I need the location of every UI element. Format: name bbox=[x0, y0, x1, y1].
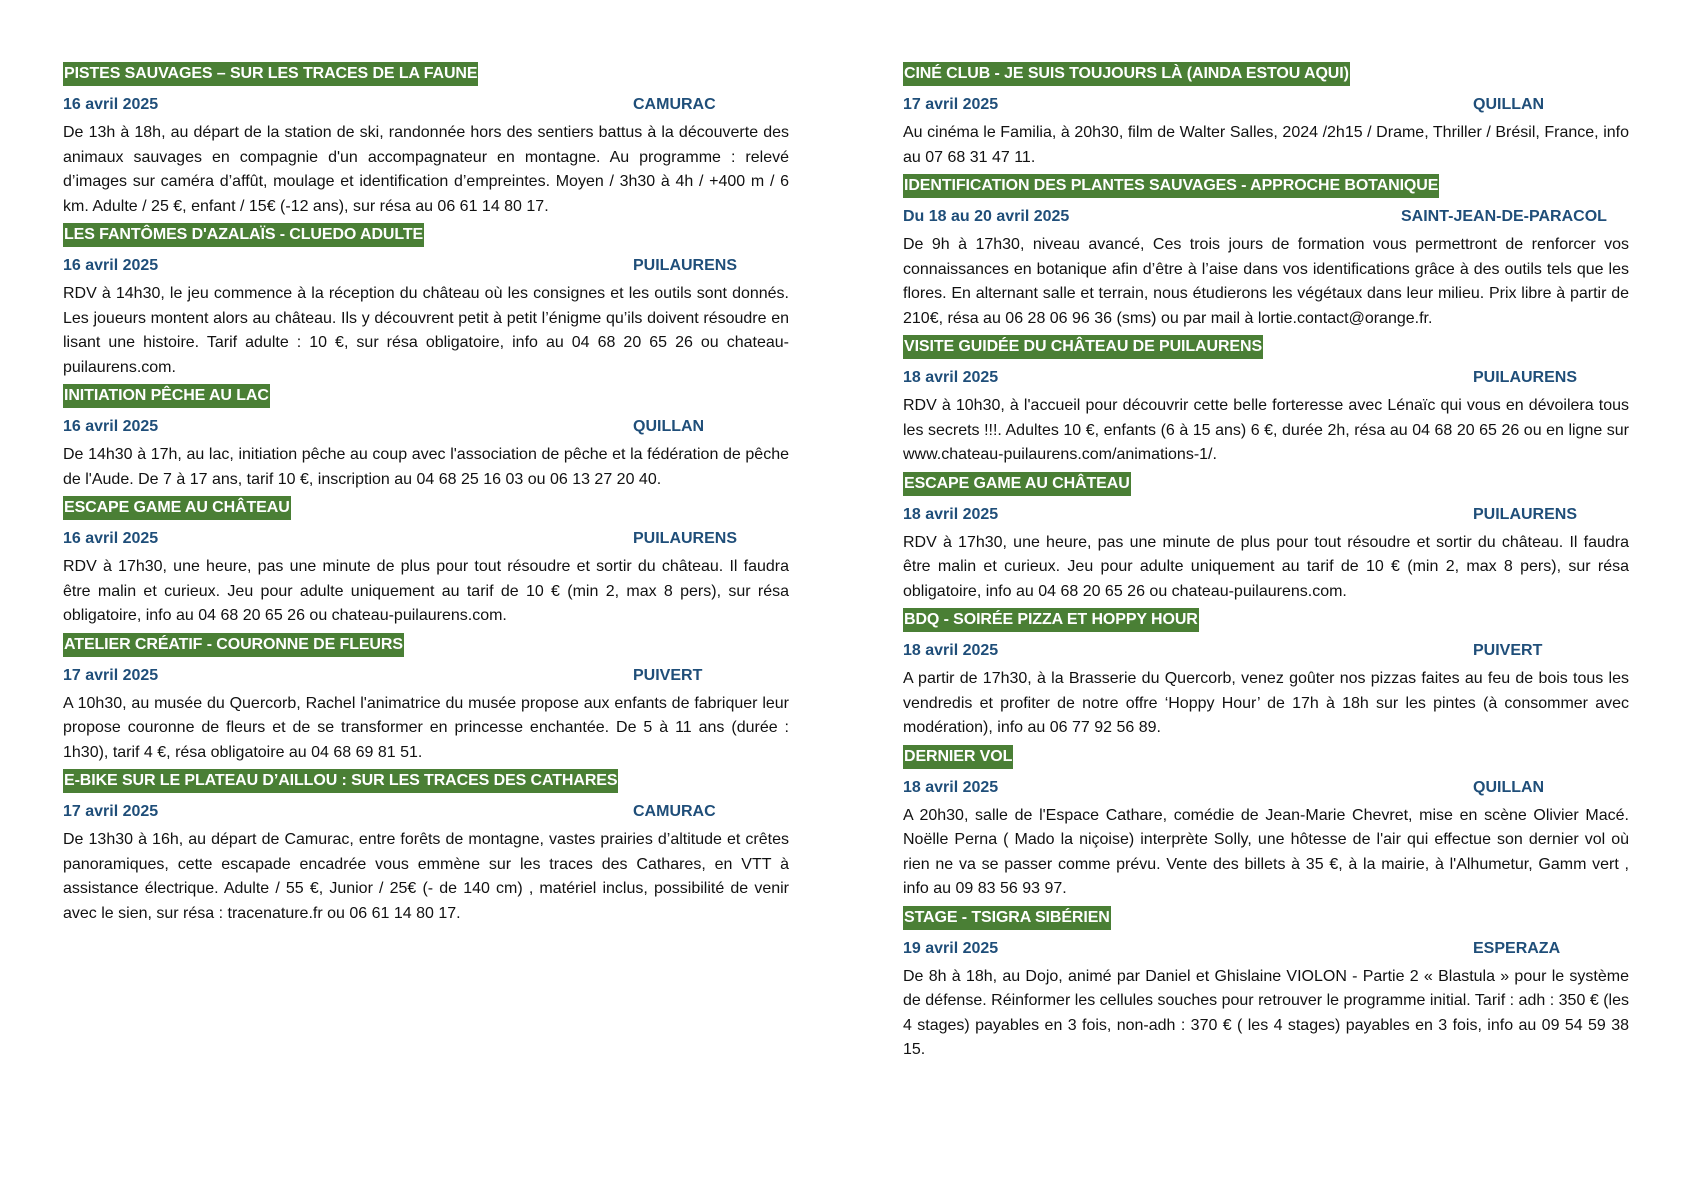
event-meta bbox=[63, 256, 789, 276]
event-meta bbox=[903, 641, 1629, 661]
event-entry bbox=[903, 745, 1629, 902]
event-title: CINÉ CLUB - JE SUIS TOUJOURS LÀ (AINDA ESTOU AQUI) bbox=[903, 62, 1350, 86]
event-location: QUILLAN bbox=[633, 418, 705, 435]
event-date: 18 avril 2025 bbox=[903, 642, 999, 659]
event-meta bbox=[903, 939, 1629, 959]
event-location: QUILLAN bbox=[1473, 778, 1545, 796]
event-date: 16 avril 2025 bbox=[63, 530, 159, 547]
event-location: PUILAURENS bbox=[1473, 369, 1578, 386]
event-description: A partir de 17h30, à la Brasserie du Quercorb, venez goûter nos pizzas faites au feu de bois tous les vendredis et profiter de notre offre ‘Hoppy Hour’ de 17h à 18h sur les pintes (à consommer avec modération), info au 06 77 92 56 89. bbox=[903, 670, 1629, 736]
event-description: De 13h à 18h, au départ de la station de ski, randonnée hors des sentiers battus à la découverte des animaux sauvages en compagnie d'un accompagnateur en montagne. Au programme : relevé d’images sur caméra d’affût, moulage et identification d’empreintes. Moyen / 3h30 à 4h / +400 m / 6 km. Adulte / 25 €, enfant / 15€ (-12 ans), sur résa au 06 61 14 80 17. bbox=[63, 124, 789, 215]
event-entry bbox=[63, 384, 789, 492]
event-location: PUILAURENS bbox=[633, 257, 738, 274]
event-date: 18 avril 2025 bbox=[903, 369, 999, 386]
event-description: De 9h à 17h30, niveau avancé, Ces trois jours de formation vous permettront de renforcer vos connaissances en botanique afin d’être à l’aise dans vos identifications grâce à des outils tels que les flores. En alternant salle et terrain, nous étudierons les végétaux dans leur milieu. Prix libre à partir de 210€, résa au 06 28 06 96 36 (sms) ou par mail à lortie.contact@orange.fr. bbox=[903, 236, 1629, 327]
event-description: RDV à 14h30, le jeu commence à la réception du château où les consignes et les outils sont donnés. Les joueurs montent alors au château. Ils y découvrent petit à petit l’énigme qu’ils doivent résoudre en lisant une histoire. Tarif adulte : 10 €, sur résa obligatoire, info au 04 68 20 65 26 ou chateau-puilaurens.com. bbox=[63, 285, 789, 376]
event-location: ESPERAZA bbox=[1473, 939, 1561, 957]
event-description: De 14h30 à 17h, au lac, initiation pêche au coup avec l'association de pêche et la fédération de pêche de l'Aude. De 7 à 17 ans, tarif 10 €, inscription au 04 68 25 16 03 ou 06 13 27 20 40. bbox=[63, 446, 789, 488]
event-entry bbox=[903, 608, 1629, 741]
event-title: ESCAPE GAME AU CHÂTEAU bbox=[903, 472, 1131, 496]
event-title: VISITE GUIDÉE DU CHÂTEAU DE PUILAURENS bbox=[903, 335, 1263, 359]
event-date: 18 avril 2025 bbox=[903, 778, 999, 796]
event-title: ESCAPE GAME AU CHÂTEAU bbox=[63, 496, 291, 520]
event-title: IDENTIFICATION DES PLANTES SAUVAGES - APPROCHE BOTANIQUE bbox=[903, 174, 1439, 198]
left-column bbox=[63, 62, 789, 930]
event-entry bbox=[63, 62, 789, 219]
event-meta bbox=[903, 95, 1629, 115]
event-meta bbox=[903, 368, 1629, 388]
event-date: 16 avril 2025 bbox=[63, 257, 159, 274]
event-entry bbox=[903, 472, 1629, 605]
event-meta bbox=[63, 417, 789, 437]
event-title: BDQ - SOIRÉE PIZZA ET HOPPY HOUR bbox=[903, 608, 1199, 632]
event-meta bbox=[63, 95, 789, 115]
event-entry bbox=[63, 496, 789, 629]
event-meta bbox=[903, 778, 1629, 798]
event-location: PUILAURENS bbox=[633, 530, 738, 547]
event-location: CAMURAC bbox=[633, 96, 716, 113]
event-date: Du 18 au 20 avril 2025 bbox=[903, 208, 1070, 225]
event-date: 16 avril 2025 bbox=[63, 96, 159, 113]
event-meta bbox=[63, 529, 789, 549]
event-date: 17 avril 2025 bbox=[63, 803, 159, 820]
event-meta bbox=[63, 802, 789, 822]
event-date: 17 avril 2025 bbox=[63, 666, 159, 684]
event-description: Au cinéma le Familia, à 20h30, film de Walter Salles, 2024 /2h15 / Drame, Thriller / Brésil, France, info au 07 68 31 47 11. bbox=[903, 124, 1629, 166]
event-location: PUIVERT bbox=[1473, 642, 1543, 659]
event-description: De 8h à 18h, au Dojo, animé par Daniel et Ghislaine VIOLON - Partie 2 « Blastula » pour le système de défense. Réinformer les cellules souches pour retrouver le programme initial. Tarif : adh : 350 € (les 4 stages) payables en 3 fois, non-adh : 370 € ( les 4 stages) payables en 3 fois, info au 09 54 59 38 15. bbox=[903, 967, 1629, 1058]
event-entry bbox=[63, 223, 789, 380]
event-title: LES FANTÔMES D'AZALAÏS - CLUEDO ADULTE bbox=[63, 223, 424, 247]
event-meta bbox=[903, 207, 1629, 227]
event-title: STAGE - TSIGRA SIBÉRIEN bbox=[903, 906, 1111, 930]
event-description: De 13h30 à 16h, au départ de Camurac, entre forêts de montagne, vastes prairies d’altitude et crêtes panoramiques, cette escapade encadrée vous emmène sur les traces des Cathares, en VTT à assistance électrique. Adulte / 55 €, Junior / 25€ (- de 140 cm) , matériel inclus, possibilité de venir avec le sien, sur résa : tracenature.fr ou 06 61 14 80 17. bbox=[63, 831, 789, 922]
event-title: PISTES SAUVAGES – SUR LES TRACES DE LA FAUNE bbox=[63, 62, 478, 86]
event-title: ATELIER CRÉATIF - COURONNE DE FLEURS bbox=[63, 633, 404, 657]
event-location: SAINT-JEAN-DE-PARACOL bbox=[1401, 208, 1607, 225]
event-entry bbox=[903, 62, 1629, 170]
event-description: RDV à 10h30, à l'accueil pour découvrir cette belle forteresse avec Lénaïc qui vous en dévoilera tous les secrets !!!. Adultes 10 €, enfants (6 à 15 ans) 6 €, durée 2h, résa au 04 68 20 65 26 ou en ligne sur www.chateau-puilaurens.com/animations-1/. bbox=[903, 397, 1629, 463]
event-entry bbox=[903, 174, 1629, 331]
event-description: RDV à 17h30, une heure, pas une minute de plus pour tout résoudre et sortir du château. Il faudra être malin et curieux. Jeu pour adulte uniquement au tarif de 10 € (min 2, max 8 pers), sur résa obligatoire, info au 04 68 20 65 26 ou chateau-puilaurens.com. bbox=[903, 533, 1629, 600]
event-location: PUILAURENS bbox=[1473, 505, 1578, 523]
event-location: QUILLAN bbox=[1473, 96, 1545, 113]
event-meta bbox=[63, 666, 789, 686]
event-title: DERNIER VOL bbox=[903, 745, 1013, 769]
event-meta bbox=[903, 505, 1629, 525]
event-entry bbox=[903, 335, 1629, 468]
event-location: PUIVERT bbox=[633, 666, 703, 684]
event-date: 19 avril 2025 bbox=[903, 939, 999, 957]
event-entry bbox=[63, 633, 789, 766]
event-date: 18 avril 2025 bbox=[903, 505, 999, 523]
event-date: 17 avril 2025 bbox=[903, 96, 999, 113]
event-description: RDV à 17h30, une heure, pas une minute de plus pour tout résoudre et sortir du château. Il faudra être malin et curieux. Jeu pour adulte uniquement au tarif de 10 € (min 2, max 8 pers), sur résa obligatoire, info au 04 68 20 65 26 ou chateau-puilaurens.com. bbox=[63, 558, 789, 624]
event-title: INITIATION PÊCHE AU LAC bbox=[63, 384, 270, 408]
right-column bbox=[903, 62, 1629, 1067]
event-description: A 10h30, au musée du Quercorb, Rachel l'animatrice du musée propose aux enfants de fabriquer leur propose couronne de fleurs et de se transformer en princesse enchantée. De 5 à 11 ans (durée : 1h30), tarif 4 €, résa obligatoire au 04 68 69 81 51. bbox=[63, 694, 789, 761]
event-title: E-BIKE SUR LE PLATEAU D’AILLOU : SUR LES TRACES DES CATHARES bbox=[63, 769, 618, 793]
event-date: 16 avril 2025 bbox=[63, 418, 159, 435]
event-description: A 20h30, salle de l'Espace Cathare, comédie de Jean-Marie Chevret, mise en scène Olivier Macé. Noëlle Perna ( Mado la niçoise) interprète Solly, une hôtesse de l'air qui effectue son dernier vol où rien ne va se passer comme prévu. Vente des billets à 35 €, à la mairie, à l'Alhumetur, Gamm vert , info au 09 83 56 93 97. bbox=[903, 806, 1629, 897]
event-location: CAMURAC bbox=[633, 803, 716, 820]
event-entry bbox=[903, 906, 1629, 1063]
event-entry bbox=[63, 769, 789, 926]
